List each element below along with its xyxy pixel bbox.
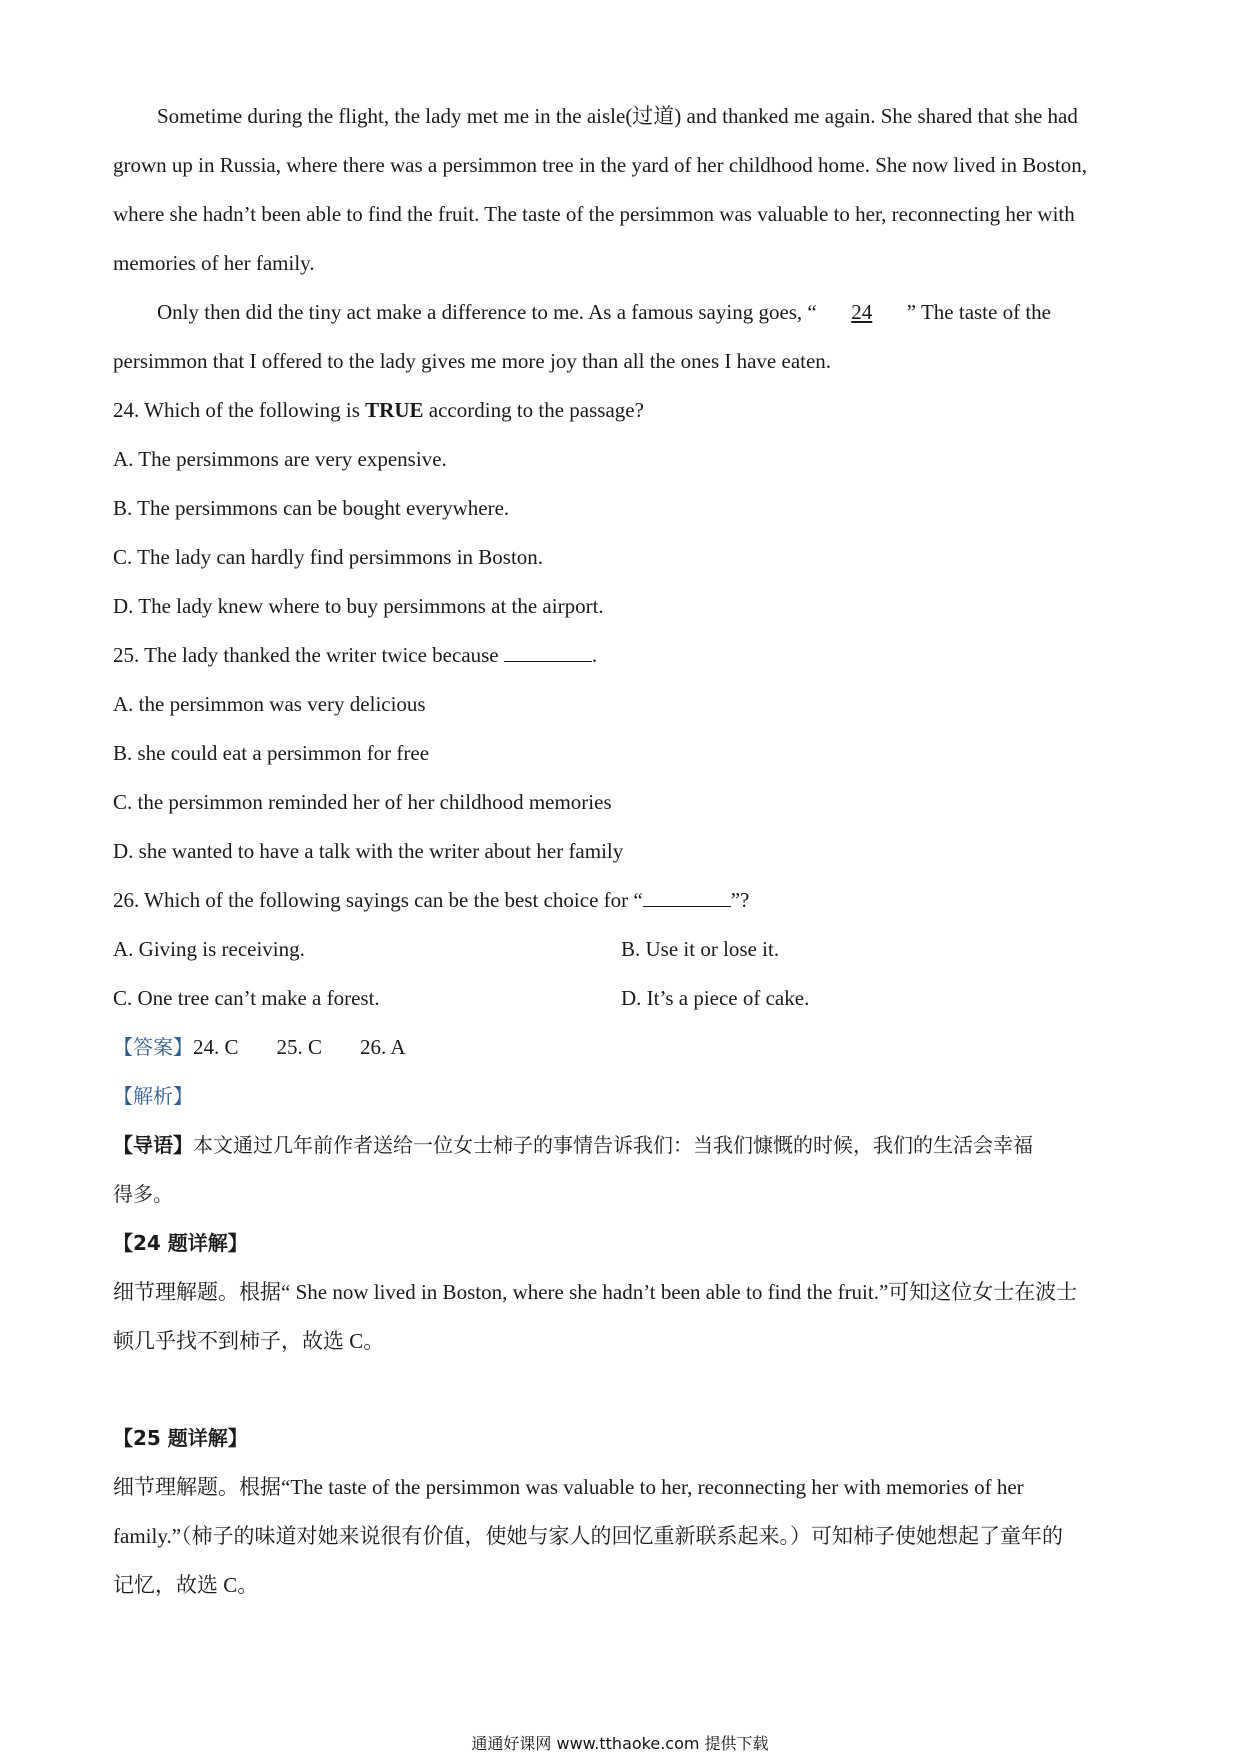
passage-line: grown up in Russia, where there was a persimmon tree in the yard of her childhood home. She now lived in Boston, [113,153,1087,177]
question-26-option-d: D. It’s a piece of cake. [621,986,810,1010]
page-footer: 通通好课网 www.tthaoke.com 提供下载 [471,1734,769,1753]
answer-blank [643,888,731,907]
passage-line: Sometime during the flight, the lady met me in the aisle(过道) and thanked me again. She shared that she had [157,104,1078,128]
passage-line-with-blank [113,288,1133,337]
question-24-option-b: B. The persimmons can be bought everywhere. [113,496,510,520]
passage-line: where she hadn’t been able to find the fruit. The taste of the persimmon was valuable to her, reconnecting her with [113,202,1075,226]
detail-24-line: 顿几乎找不到柿子，故选 C。 [113,1329,385,1353]
detail-24-line: 细节理解题。根据“ She now lived in Boston, where she hadn’t been able to find the fruit.”可知这位女士在波士 [113,1280,1078,1304]
stem-text: . [591,643,598,667]
guide-line [113,1121,1133,1170]
question-26-stem [113,876,1133,925]
guide-text: 本文通过几年前作者送给一位女士柿子的事情告诉我们：当我们慷慨的时候，我们的生活会幸福 [193,1133,1033,1157]
question-26-option-b: B. Use it or lose it. [621,937,780,961]
question-26-options-row [113,925,1133,974]
detail-25-line: family.”（柿子的味道对她来说很有价值，使她与家人的回忆重新联系起来。）可知柿子使她想起了童年的 [113,1524,1064,1548]
answer-item: 24. C [193,1035,239,1059]
question-24-option-c: C. The lady can hardly find persimmons in Boston. [113,545,544,569]
question-26-options-row [113,974,1133,1023]
question-26-option-c: C. One tree can’t make a forest. [113,986,380,1010]
blank-24: 24 [851,300,873,324]
guide-line-2: 得多。 [113,1182,173,1206]
answer-blank [504,643,592,662]
answer-line [113,1023,1133,1072]
guide-label: 【导语】 [113,1133,193,1157]
spacer [113,1366,1133,1414]
answer-item: 26. A [360,1035,406,1059]
question-26-option-a: A. Giving is receiving. [113,937,305,961]
stem-text: 24. Which of the following is [113,398,366,422]
detail-25-line: 记忆，故选 C。 [113,1573,259,1597]
question-24-option-a: A. The persimmons are very expensive. [113,447,447,471]
detail-25-line: 细节理解题。根据“The taste of the persimmon was valuable to her, reconnecting her with memories of her [113,1475,1024,1499]
passage-text: Only then did the tiny act make a difference to me. As a famous saying goes, “ [157,300,817,324]
answer-item: 25. C [276,1035,323,1059]
passage-text: ” The taste of the [906,300,1051,324]
passage-line: memories of her family. [113,251,315,275]
stem-bold: TRUE [365,398,424,422]
question-24-option-d: D. The lady knew where to buy persimmons at the airport. [113,594,604,618]
question-25-stem [113,631,1133,680]
question-25-option-c: C. the persimmon reminded her of her childhood memories [113,790,612,814]
detail-24-label: 【24 题详解】 [113,1231,248,1255]
stem-text: 25. The lady thanked the writer twice because [113,643,504,667]
detail-25-label: 【25 题详解】 [113,1426,248,1450]
document-page [113,92,1133,1610]
passage-line: persimmon that I offered to the lady gives me more joy than all the ones I have eaten. [113,349,832,373]
stem-text: ”? [730,888,750,912]
analysis-label: 【解析】 [113,1084,193,1108]
question-24-stem [113,386,1133,435]
question-25-option-a: A. the persimmon was very delicious [113,692,426,716]
answer-label: 【答案】 [113,1035,193,1059]
question-25-option-d: D. she wanted to have a talk with the writer about her family [113,839,624,863]
stem-text: 26. Which of the following sayings can be the best choice for “ [113,888,643,912]
question-25-option-b: B. she could eat a persimmon for free [113,741,430,765]
stem-text: according to the passage? [423,398,644,422]
